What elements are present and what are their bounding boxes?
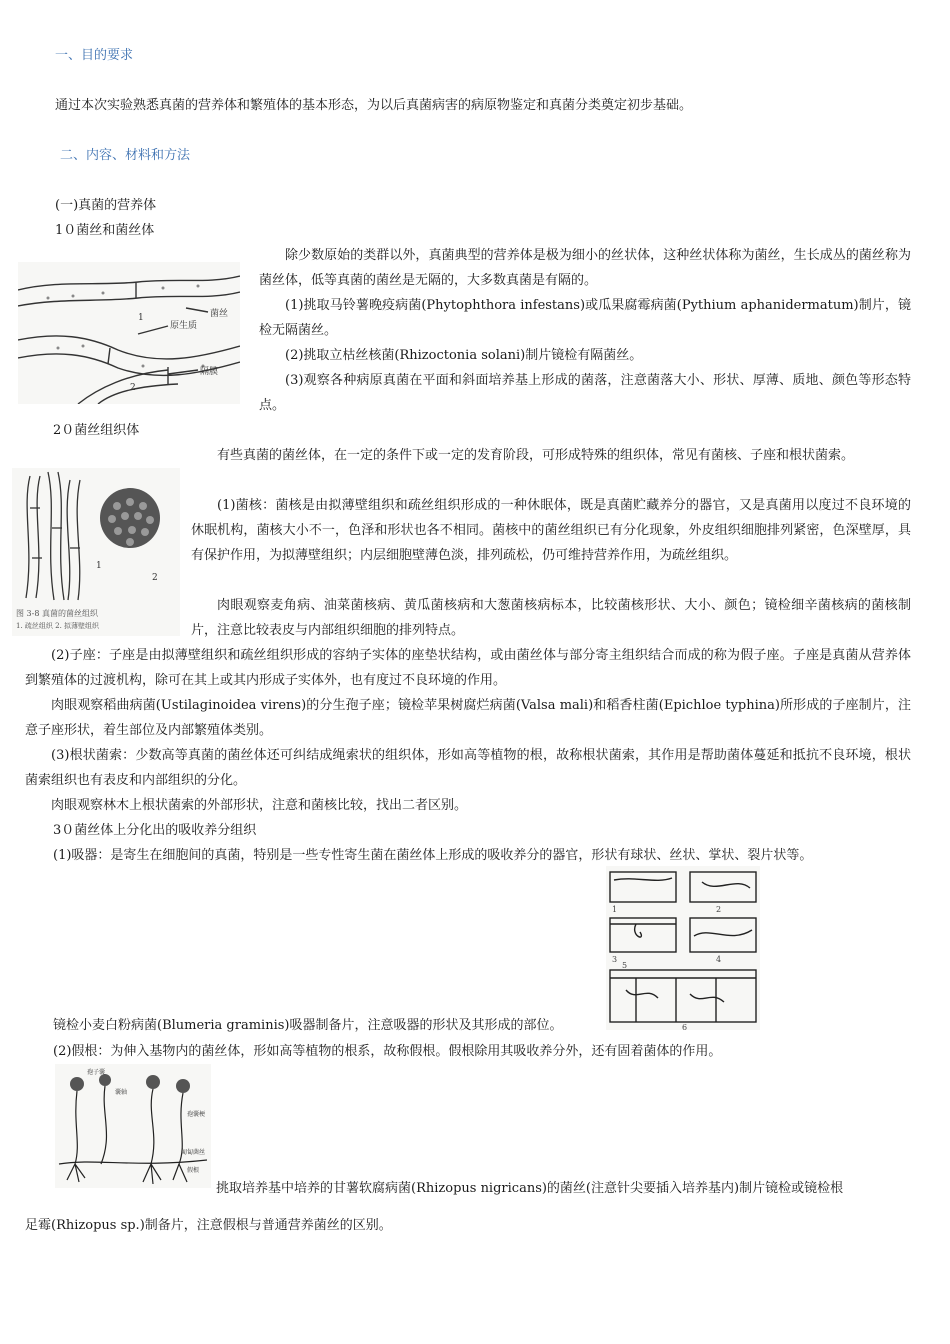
- fig4-label-sporangium: 孢子囊: [87, 1069, 106, 1076]
- fig4-label-rhizoid: 假根: [187, 1167, 200, 1174]
- fig1-label-protoplasm: 原生质: [170, 321, 198, 331]
- fig1-label-1: 1: [138, 313, 144, 323]
- rhizopus-figure: [55, 1064, 211, 1188]
- fig2-subcaption: 1. 疏丝组织 2. 拟薄壁组织: [16, 622, 100, 630]
- hyphae-paragraph-3: (2)挑取立枯丝核菌(Rhizoctonia solani)制片镜检有隔菌丝。: [285, 348, 643, 363]
- hyphae-paragraph-4: (3)观察各种病原真菌在平面和斜面培养基上形成的菌落，注意菌落大小、形状、厚薄、质地、颜色等形态特点。: [259, 373, 911, 413]
- section-heading-purpose: 一、目的要求: [55, 48, 134, 63]
- fig2-caption: 图 3-8 真菌的菌丝组织: [16, 609, 98, 618]
- hyphae-paragraph-2: (1)挑取马铃薯晚疫病菌(Phytophthora infestans)或瓜果腐霉病菌(Pythium aphanidermatum)制片，镜检无隔菌丝。: [259, 298, 911, 338]
- rhizopus-paragraph-line1: 挑取培养基中培养的甘薯软腐病菌(Rhizopus nigricans)的菌丝(注意针尖要插入培养基内)制片镜检或镜检根: [216, 1181, 844, 1196]
- fig3-label-5: 5: [622, 961, 628, 970]
- hyphae-paragraph-1: 除少数原始的类群以外，真菌典型的营养体是极为细小的丝状体，这种丝状体称为菌丝，生长成丛的菌丝称为菌丝体，低等真菌的菌丝是无隔的，大多数真菌是有隔的。: [259, 248, 911, 288]
- haustoria-figure: [606, 866, 760, 1030]
- rhizomorph-observe-paragraph: 肉眼观察林木上根状菌索的外部形状，注意和菌核比较，找出二者区别。: [51, 798, 468, 813]
- subsection-heading-vegetative: (一)真菌的营养体: [55, 198, 157, 213]
- sclerotium-observe-paragraph: 肉眼观察麦角病、油菜菌核病、黄瓜菌核病和大葱菌核病标本，比较菌核形状、大小、颜色；镜检细辛菌核病的菌核制片，注意比较表皮与内部组织细胞的排列特点。: [191, 598, 911, 638]
- item-heading-tissue: 2０菌丝组织体: [53, 423, 140, 438]
- fig4-label-sporangiophore: 孢囊梗: [187, 1111, 206, 1118]
- haustorium-paragraph: (1)吸器：是寄生在细胞间的真菌，特别是一些专性寄生菌在菌丝体上形成的吸收养分的器官，形状有球状、丝状、掌状、裂片状等。: [53, 848, 813, 863]
- fig2-label-2: 2: [152, 573, 158, 583]
- tissue-paragraph-1: 有些真菌的菌丝体，在一定的条件下或一定的发育阶段，可形成特殊的组织体，常见有菌核、子座和根状菌索。: [217, 448, 855, 463]
- fig3-label-6: 6: [682, 1023, 688, 1030]
- stroma-observe-paragraph: 肉眼观察稻曲病菌(Ustilaginoidea virens)的分生孢子座；镜检苹果树腐烂病菌(Valsa mali)和稻香柱菌(Epichloe typhina)所形成的子座制片，注意子座形状，着生部位及内部繁殖体类别。: [25, 698, 911, 738]
- fig1-label-septum: 隔膜: [200, 367, 219, 377]
- section-heading-content: 二、内容、材料和方法: [60, 148, 191, 163]
- rhizopus-paragraph-line2: 足霉(Rhizopus sp.)制备片，注意假根与普通营养菌丝的区别。: [25, 1218, 392, 1233]
- fig4-label-stolon: 匍匐菌丝: [181, 1149, 206, 1156]
- sclerotium-paragraph: (1)菌核：菌核是由拟薄壁组织和疏丝组织形成的一种休眠体，既是真菌贮藏养分的器官，又是真菌用以度过不良环境的休眠机构，菌核大小不一，色泽和形状也各不相同。菌核中的菌丝组织已有分化现象，外皮组织细胞排列紧密，色深壁厚，具有保护作用，为拟薄壁组织；内层细胞壁薄色淡，排列疏松，仍可维持营养作用，为疏丝组织。: [191, 498, 911, 563]
- fig4-label-columella: 囊轴: [115, 1089, 128, 1096]
- hyphae-figure: [18, 262, 240, 404]
- fig3-label-3: 3: [612, 955, 618, 964]
- tissue-figure: [12, 468, 180, 636]
- item-heading-hyphae: 1０菌丝和菌丝体: [55, 223, 155, 238]
- fig3-label-4: 4: [716, 955, 722, 964]
- fig1-label-hypha: 菌丝: [210, 309, 229, 319]
- fig2-label-1: 1: [96, 561, 102, 571]
- stroma-paragraph: (2)子座：子座是由拟薄壁组织和疏丝组织形成的容纳子实体的座垫状结构，或由菌丝体与部分寄主组织结合而成的称为假子座。子座是真菌从营养体到繁殖体的过渡机构，除可在其上或其内形成子实体外，也有度过不良环境的作用。: [25, 648, 911, 688]
- fig3-label-1: 1: [612, 905, 618, 914]
- purpose-text: 通过本次实验熟悉真菌的营养体和繁殖体的基本形态，为以后真菌病害的病原物鉴定和真菌分类奠定初步基础。: [55, 98, 693, 113]
- fig1-label-2: 2: [130, 383, 136, 393]
- fig3-label-2: 2: [716, 905, 722, 914]
- rhizoid-paragraph: (2)假根：为伸入基物内的菌丝体，形如高等植物的根系，故称假根。假根除用其吸收养分外，还有固着菌体的作用。: [53, 1044, 722, 1059]
- item-heading-absorption: 3０菌丝体上分化出的吸收养分组织: [53, 823, 257, 838]
- haustorium-observe-paragraph: 镜检小麦白粉病菌(Blumeria graminis)吸器制备片，注意吸器的形状及其形成的部位。: [53, 1018, 563, 1033]
- rhizomorph-paragraph: (3)根状菌索：少数高等真菌的菌丝体还可纠结成绳索状的组织体，形如高等植物的根，故称根状菌索，其作用是帮助菌体蔓延和抵抗不良环境，根状菌索组织也有表皮和内部组织的分化。: [25, 748, 911, 788]
